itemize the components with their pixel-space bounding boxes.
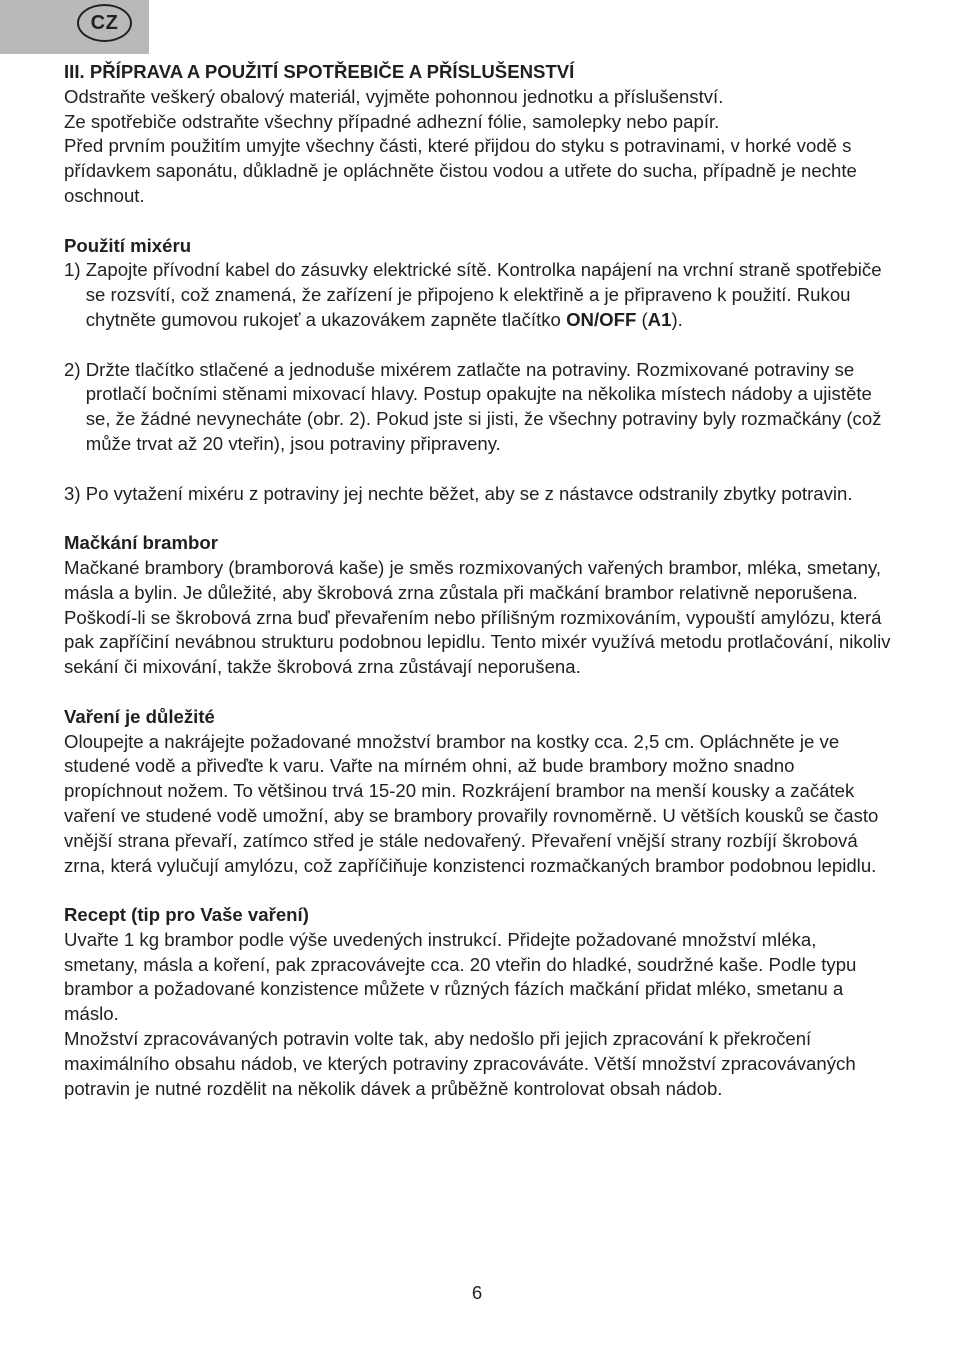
section-heading-recipe: Recept (tip pro Vaše vaření)	[64, 904, 309, 926]
page-number: 6	[471, 1282, 483, 1303]
section-heading-mashing: Mačkání brambor	[64, 532, 218, 554]
section-heading-mixer-use: Použití mixéru	[64, 234, 192, 256]
numbered-item-1	[64, 258, 894, 332]
item-text-part: Zapojte přívodní kabel do zásuvky elektrické sítě. Kontrolka napájení na vrchní straně spotřebiče se rozsvítí, což znamená, že zařízení je připojeno k elektřině a je připraveno k použití. Rukou chytněte gumovou rukojeť a ukazovákem zapněte tlačítko	[85, 259, 882, 330]
item-text-part: ).	[671, 308, 683, 330]
language-tab	[0, 0, 149, 54]
paragraph: Uvařte 1 kg brambor podle výše uvedených instrukcí. Přidejte požadované množství mléka, smetany, másla a koření, pak zpracovávejte cca. 20 vteřin do hladké, soudržné kaše. Podle typu brambor a požadované konzistence můžete v různých fázích mačkání přidat mléko, smetanu a máslo.	[64, 928, 857, 1025]
document-body	[64, 60, 894, 1101]
button-reference: ON/OFF	[566, 308, 637, 330]
spacer	[64, 457, 894, 482]
item-text: Držte tlačítko stlačené a jednoduše mixérem zatlačte na potraviny. Rozmixované potraviny se protlačí bočními stěnami mixovací hlavy. Postup opakujte na několika místech nádoby a ujistěte se, že žádné nevynecháte (obr. 2). Pokud jste si jisti, že všechny potraviny byly rozmačkány (což může trvat až 20 vteřin), jsou potraviny připraveny.	[85, 358, 882, 454]
item-text	[86, 258, 894, 332]
part-reference: A1	[647, 308, 672, 330]
paragraph: Množství zpracovávaných potravin volte tak, aby nedošlo při jejich zpracování k překročení maximálního obsahu nádob, ve kterých potraviny zpracováváte. Větší množství zpracovávaných potravin je nutné rozdělit na několik dávek a průběžně kontrolovat obsah nádob.	[64, 1028, 856, 1099]
item-number: 1)	[64, 259, 86, 281]
paragraph: Mačkané brambory (bramborová kaše) je směs rozmixovaných vařených brambor, mléka, smetany, másla a bylin. Je důležité, aby škrobová zrna zůstala při mačkání brambor relativně neporušena. Poškodí-li se škrobová zrna buď převařením nebo přílišným rozmixováním, vypouští amylózu, která pak zapříčiní nevábnou strukturu podobnou lepidlu. Tento mixér využívá metodu protlačování, nikoliv sekání či mixování, takže škrobová zrna zůstávají neporušena.	[64, 556, 891, 678]
paragraph: Ze spotřebiče odstraňte všechny případné adhezní fólie, samolepky nebo papír.	[64, 110, 720, 132]
numbered-item-3	[64, 482, 894, 507]
spacer	[64, 209, 894, 234]
item-text-part: (	[636, 308, 648, 330]
paragraph: Oloupejte a nakrájejte požadované množství brambor na kostky cca. 2,5 cm. Opláchněte je ve studené vodě a přiveďte k varu. Vařte na mírném ohni, až bude brambory možno snadno propíchnout nožem. To většinou trvá 15-20 min. Rozkrájení brambor na menší kousky a začátek vaření ve studené vodě umožní, aby se brambory provařily rovnoměrně. U větších kousků se často vnější strana převaří, zatímco střed je stále nedovařený. Převaření vnější strany rozbíjí škrobová zrna, která vylučují amylózu, což zapříčiňuje konzistenci rozmačkaných brambor podobnou lepidlu.	[64, 730, 879, 876]
paragraph: Odstraňte veškerý obalový materiál, vyjměte pohonnou jednotku a příslušenství.	[64, 85, 724, 107]
spacer	[64, 680, 894, 705]
section-heading-preparation: III. PŘÍPRAVA A POUŽITÍ SPOTŘEBIČE A PŘÍSLUŠENSTVÍ	[64, 61, 575, 82]
numbered-item-2	[64, 358, 894, 457]
spacer	[64, 506, 894, 531]
item-number: 2)	[64, 358, 86, 380]
paragraph: Před prvním použitím umyjte všechny části, které přijdou do styku s potravinami, v horké vodě s přídavkem saponátu, důkladně je opláchněte čistou vodou a utřete do sucha, případně je nechte oschnout.	[64, 135, 857, 206]
language-badge: CZ	[77, 4, 132, 42]
spacer	[64, 878, 894, 903]
spacer	[64, 333, 894, 358]
section-heading-cooking: Vaření je důležité	[64, 705, 215, 727]
item-number: 3)	[64, 482, 86, 504]
item-text: Po vytažení mixéru z potraviny jej nechte běžet, aby se z nástavce odstranily zbytky potravin.	[85, 482, 853, 504]
